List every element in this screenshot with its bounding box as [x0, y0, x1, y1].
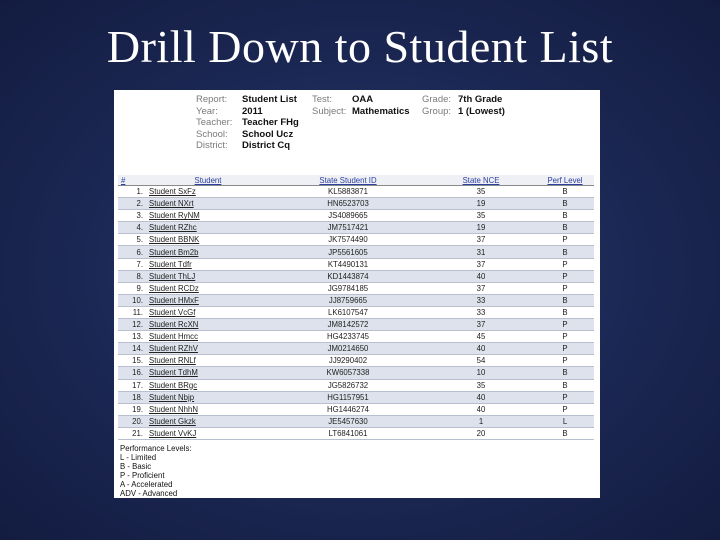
- table-row: [118, 319, 594, 331]
- column-header-state-nce[interactable]: State NCE: [426, 175, 536, 186]
- perf-level: P: [536, 391, 594, 403]
- report-header-row-2: [196, 106, 528, 118]
- perf-level: B: [536, 379, 594, 391]
- state-student-id: HG1446274: [270, 403, 426, 415]
- state-student-id: JJ8759665: [270, 294, 426, 306]
- state-student-id: JM0214650: [270, 343, 426, 355]
- table-row: [118, 343, 594, 355]
- teacher-label: Teacher:: [196, 117, 233, 129]
- state-nce: 1: [426, 415, 536, 427]
- column-header-number[interactable]: #: [118, 175, 146, 186]
- perf-level: P: [536, 258, 594, 270]
- row-number: 6.: [118, 246, 146, 258]
- student-name-link[interactable]: Student RZhc: [146, 222, 270, 234]
- row-number: 20.: [118, 415, 146, 427]
- state-nce: 31: [426, 246, 536, 258]
- state-student-id: KL5883871: [270, 186, 426, 198]
- district-label: District:: [196, 140, 228, 152]
- student-name-link[interactable]: Student VvKJ: [146, 427, 270, 439]
- group-value: 1 (Lowest): [458, 105, 505, 117]
- teacher-value: Teacher FHg: [242, 117, 299, 129]
- student-name-link[interactable]: Student Tdfr: [146, 258, 270, 270]
- test-value: OAA: [352, 94, 374, 105]
- state-student-id: JK7574490: [270, 234, 426, 246]
- student-name-link[interactable]: Student RCDz: [146, 282, 270, 294]
- state-student-id: JM8142572: [270, 319, 426, 331]
- test-label: Test:: [312, 94, 333, 105]
- grade-label: Grade:: [422, 94, 452, 105]
- state-nce: 37: [426, 234, 536, 246]
- table-row: [118, 331, 594, 343]
- state-nce: 40: [426, 343, 536, 355]
- student-name-link[interactable]: Student NXrt: [146, 198, 270, 210]
- state-student-id: KT4490131: [270, 258, 426, 270]
- perf-level: B: [536, 367, 594, 379]
- subject-label: Subject:: [312, 105, 347, 117]
- state-nce: 35: [426, 379, 536, 391]
- row-number: 17.: [118, 379, 146, 391]
- state-student-id: JG5826732: [270, 379, 426, 391]
- table-row: [118, 186, 594, 198]
- perf-level: B: [536, 246, 594, 258]
- row-number: 7.: [118, 258, 146, 270]
- state-nce: 40: [426, 391, 536, 403]
- row-number: 16.: [118, 367, 146, 379]
- row-number: 15.: [118, 355, 146, 367]
- subject-value: Mathematics: [352, 105, 410, 117]
- legend-item-accelerated: A - Accelerated: [120, 479, 173, 489]
- student-name-link[interactable]: Student TdhM: [146, 367, 270, 379]
- student-name-link[interactable]: Student Bm2b: [146, 246, 270, 258]
- state-student-id: JM7517421: [270, 222, 426, 234]
- student-name-link[interactable]: Student RcXN: [146, 319, 270, 331]
- table-row: [118, 391, 594, 403]
- perf-level: P: [536, 343, 594, 355]
- state-nce: 35: [426, 210, 536, 222]
- legend-item-proficient: P - Proficient: [120, 470, 165, 480]
- report-label: Report:: [196, 94, 228, 105]
- state-nce: 40: [426, 270, 536, 282]
- state-nce: 37: [426, 258, 536, 270]
- student-name-link[interactable]: Student Hmcc: [146, 331, 270, 343]
- table-row: [118, 294, 594, 306]
- row-number: 10.: [118, 294, 146, 306]
- row-number: 2.: [118, 198, 146, 210]
- perf-level: P: [536, 355, 594, 367]
- state-student-id: HN6523703: [270, 198, 426, 210]
- perf-level: P: [536, 270, 594, 282]
- table-header-row: [118, 175, 594, 186]
- state-student-id: JG9784185: [270, 282, 426, 294]
- perf-level: P: [536, 319, 594, 331]
- state-student-id: LT6841061: [270, 427, 426, 439]
- report-header-row-4: [196, 129, 528, 141]
- table-row: [118, 306, 594, 318]
- state-nce: 19: [426, 222, 536, 234]
- state-nce: 19: [426, 198, 536, 210]
- table-row: [118, 270, 594, 282]
- performance-legend: [120, 445, 192, 498]
- state-student-id: JJ9290402: [270, 355, 426, 367]
- report-header: [196, 94, 528, 152]
- student-name-link[interactable]: Student VcGf: [146, 306, 270, 318]
- state-nce: 33: [426, 294, 536, 306]
- table-row: [118, 246, 594, 258]
- row-number: 13.: [118, 331, 146, 343]
- group-label: Group:: [422, 105, 452, 117]
- row-number: 3.: [118, 210, 146, 222]
- year-label: Year:: [196, 105, 218, 117]
- table-row: [118, 379, 594, 391]
- legend-item-limited: L - Limited: [120, 452, 157, 462]
- row-number: 11.: [118, 306, 146, 318]
- state-nce: 33: [426, 306, 536, 318]
- perf-level: B: [536, 198, 594, 210]
- student-name-link[interactable]: Student RyNM: [146, 210, 270, 222]
- state-nce: 35: [426, 186, 536, 198]
- perf-level: B: [536, 186, 594, 198]
- report-header-row-3: [196, 117, 528, 129]
- perf-level: P: [536, 331, 594, 343]
- table-row: [118, 355, 594, 367]
- perf-level: B: [536, 294, 594, 306]
- perf-level: B: [536, 222, 594, 234]
- state-student-id: JE5457630: [270, 415, 426, 427]
- row-number: 1.: [118, 186, 146, 198]
- state-nce: 37: [426, 319, 536, 331]
- table-row: [118, 198, 594, 210]
- student-name-link[interactable]: Student Nbjp: [146, 391, 270, 403]
- state-nce: 45: [426, 331, 536, 343]
- perf-level: P: [536, 403, 594, 415]
- student-name-link[interactable]: Student Gkzk: [146, 415, 270, 427]
- student-name-link[interactable]: Student BRgc: [146, 379, 270, 391]
- slide-title: Drill Down to Student List: [106, 21, 614, 72]
- state-student-id: JP5561605: [270, 246, 426, 258]
- row-number: 4.: [118, 222, 146, 234]
- student-name-link[interactable]: Student SxFz: [146, 186, 270, 198]
- state-student-id: HG4233745: [270, 331, 426, 343]
- row-number: 12.: [118, 319, 146, 331]
- student-name-link[interactable]: Student BBNK: [146, 234, 270, 246]
- state-nce: 40: [426, 403, 536, 415]
- student-name-link[interactable]: Student RNLf: [146, 355, 270, 367]
- school-value: School Ucz: [242, 128, 294, 140]
- table-row: [118, 427, 594, 439]
- perf-level: B: [536, 306, 594, 318]
- school-label: School:: [196, 128, 228, 140]
- perf-level: P: [536, 234, 594, 246]
- grade-value: 7th Grade: [458, 94, 503, 105]
- student-table: [118, 175, 594, 440]
- table-row: [118, 258, 594, 270]
- table-row: [118, 403, 594, 415]
- row-number: 14.: [118, 343, 146, 355]
- table-row: [118, 234, 594, 246]
- state-nce: 10: [426, 367, 536, 379]
- table-row: [118, 222, 594, 234]
- row-number: 8.: [118, 270, 146, 282]
- state-student-id: KW6057338: [270, 367, 426, 379]
- state-student-id: LK6107547: [270, 306, 426, 318]
- year-value: 2011: [242, 105, 263, 117]
- state-nce: 20: [426, 427, 536, 439]
- student-name-link[interactable]: Student HMxF: [146, 294, 270, 306]
- column-header-state-student-id[interactable]: State Student ID: [270, 175, 426, 186]
- legend-item-basic: B - Basic: [120, 461, 152, 471]
- row-number: 18.: [118, 391, 146, 403]
- state-nce: 54: [426, 355, 536, 367]
- report-value: Student List: [242, 94, 297, 105]
- legend-item-advanced: ADV - Advanced: [120, 488, 178, 498]
- legend-title: Performance Levels:: [120, 444, 192, 453]
- district-value: District Cq: [242, 140, 291, 152]
- column-header-perf-level[interactable]: Perf Level: [536, 175, 594, 186]
- student-name-link[interactable]: Student NhhN: [146, 403, 270, 415]
- perf-level: P: [536, 282, 594, 294]
- column-header-student[interactable]: Student: [146, 175, 270, 186]
- state-student-id: JS4089665: [270, 210, 426, 222]
- row-number: 19.: [118, 403, 146, 415]
- report-header-row-5: [196, 140, 528, 152]
- perf-level: B: [536, 210, 594, 222]
- state-student-id: HG1157951: [270, 391, 426, 403]
- table-row: [118, 282, 594, 294]
- table-row: [118, 415, 594, 427]
- table-row: [118, 210, 594, 222]
- state-student-id: KD1443874: [270, 270, 426, 282]
- student-name-link[interactable]: Student ThLJ: [146, 270, 270, 282]
- row-number: 5.: [118, 234, 146, 246]
- student-name-link[interactable]: Student RZhV: [146, 343, 270, 355]
- report-header-row-1: [196, 94, 528, 106]
- row-number: 21.: [118, 427, 146, 439]
- table-row: [118, 367, 594, 379]
- row-number: 9.: [118, 282, 146, 294]
- student-list-report: [114, 90, 600, 498]
- perf-level: B: [536, 427, 594, 439]
- state-nce: 37: [426, 282, 536, 294]
- perf-level: L: [536, 415, 594, 427]
